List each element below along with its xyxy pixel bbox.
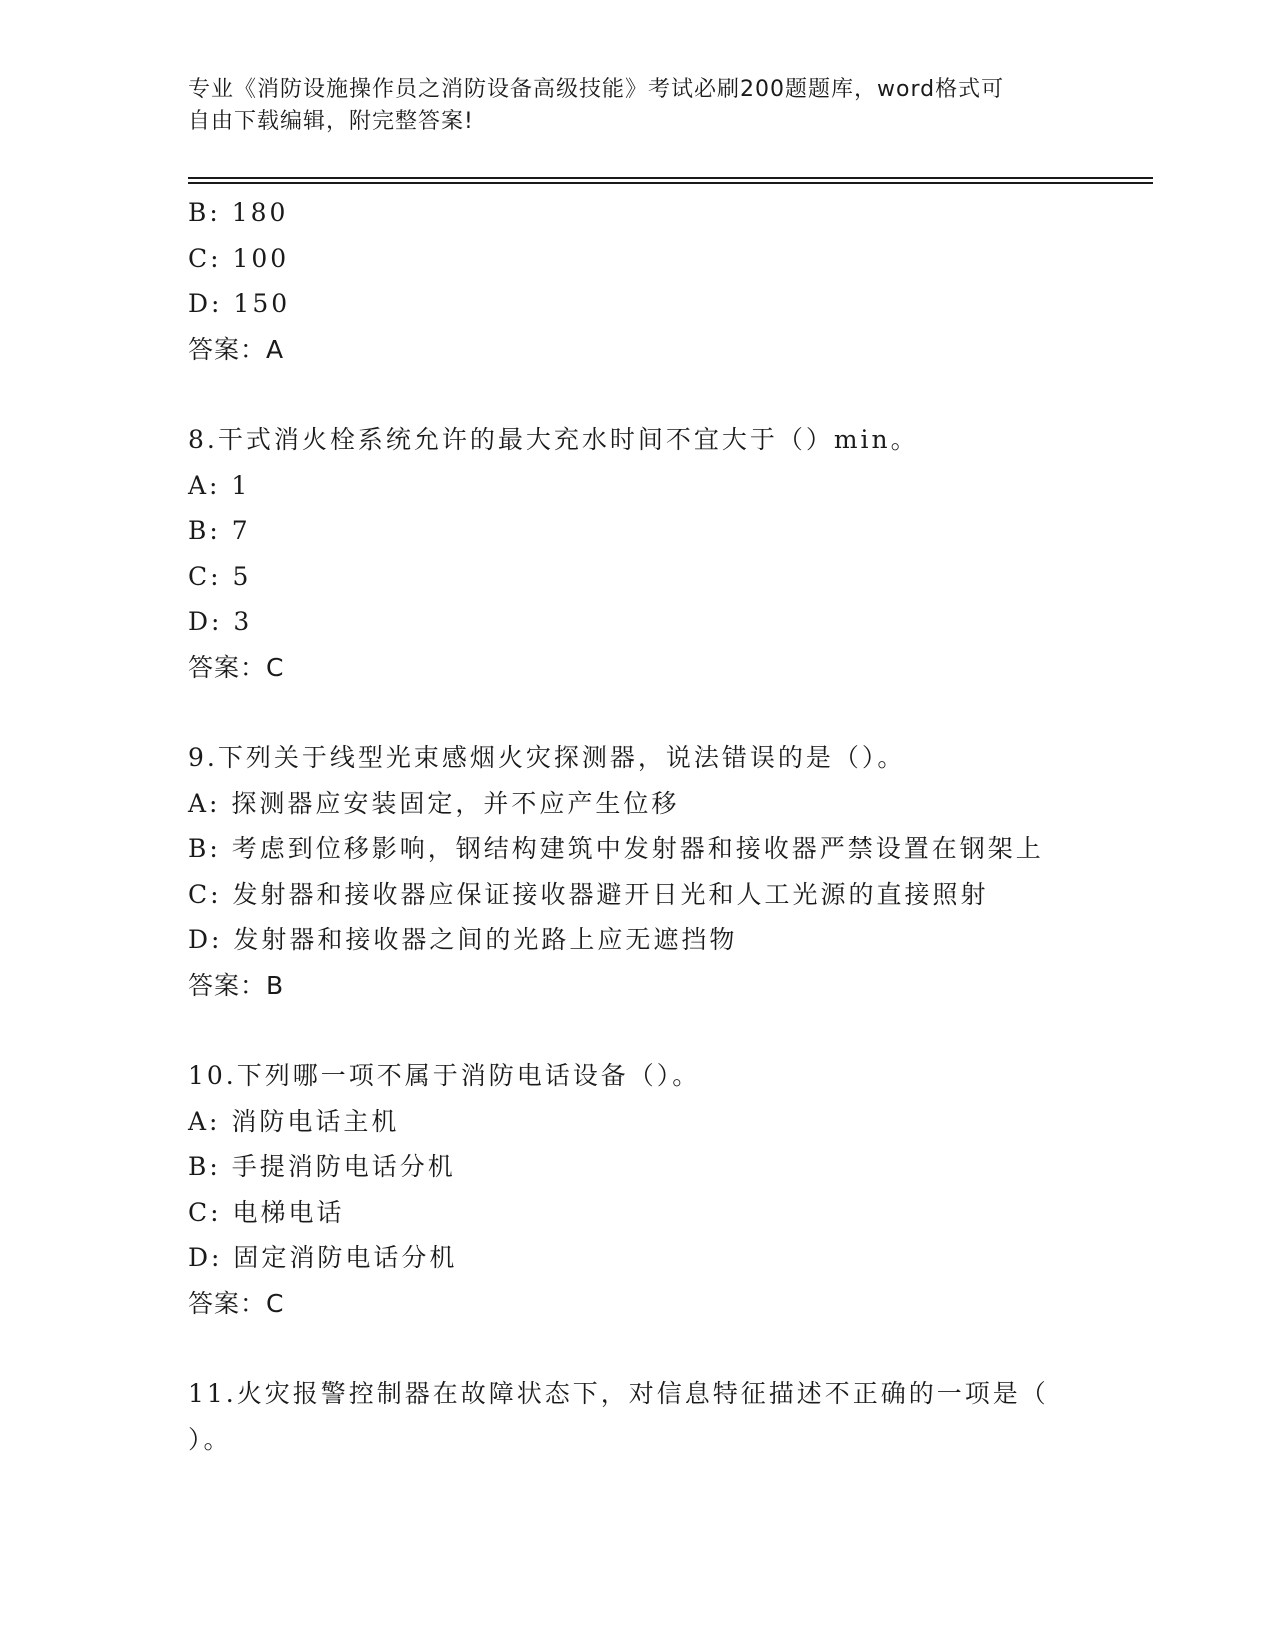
question-8 (188, 417, 1148, 690)
option-c: C: 发射器和接收器应保证接收器避开日光和人工光源的直接照射 (188, 879, 989, 909)
answer-line: 答案：A (188, 334, 285, 364)
answer-line: 答案：C (188, 1288, 285, 1318)
option-d: D: 3 (188, 607, 253, 636)
option-b: B: 手提消防电话分机 (188, 1152, 456, 1181)
option-a: A: 探测器应安装固定，并不应产生位移 (188, 788, 680, 818)
document-header (188, 74, 1088, 138)
option-a: A: 1 (188, 470, 251, 500)
question-11 (188, 1371, 1148, 1462)
option-c: C: 电梯电话 (188, 1197, 345, 1227)
option-c: C: 100 (188, 243, 290, 273)
option-b: B: 180 (188, 198, 289, 227)
option-d: D: 固定消防电话分机 (188, 1243, 458, 1272)
question-10 (188, 1053, 1148, 1326)
answer-line: 答案：C (188, 652, 285, 682)
question-stem: 10.下列哪一项不属于消防电话设备（）。 (188, 1061, 701, 1090)
option-b: B: 考虑到位移影响，钢结构建筑中发射器和接收器严禁设置在钢架上 (188, 834, 1044, 863)
option-c: C: 5 (188, 561, 252, 591)
question-list (188, 190, 1148, 1462)
header-divider-top (188, 177, 1153, 179)
option-d: D: 150 (188, 289, 291, 318)
option-d: D: 发射器和接收器之间的光路上应无遮挡物 (188, 925, 738, 954)
question-stem: 8.干式消火栓系统允许的最大充水时间不宜大于（）min。 (188, 425, 919, 454)
header-title-line-1: 专业《消防设施操作员之消防设备高级技能》考试必刷200题题库，word格式可 (188, 77, 1005, 102)
question-stem: 9.下列关于线型光束感烟火灾探测器，说法错误的是（）。 (188, 743, 906, 772)
header-title-line-2: 自由下载编辑，附完整答案! (188, 109, 474, 134)
answer-line: 答案：B (188, 970, 285, 1000)
question-stem-line-2: ）。 (188, 1424, 232, 1454)
question-stem-line-1: 11.火灾报警控制器在故障状态下，对信息特征描述不正确的一项是（ (188, 1379, 1049, 1408)
option-b: B: 7 (188, 516, 251, 545)
question-7-continued (188, 190, 1148, 372)
option-a: A: 消防电话主机 (188, 1106, 400, 1136)
header-divider-bottom (188, 182, 1153, 184)
question-9 (188, 735, 1148, 1008)
